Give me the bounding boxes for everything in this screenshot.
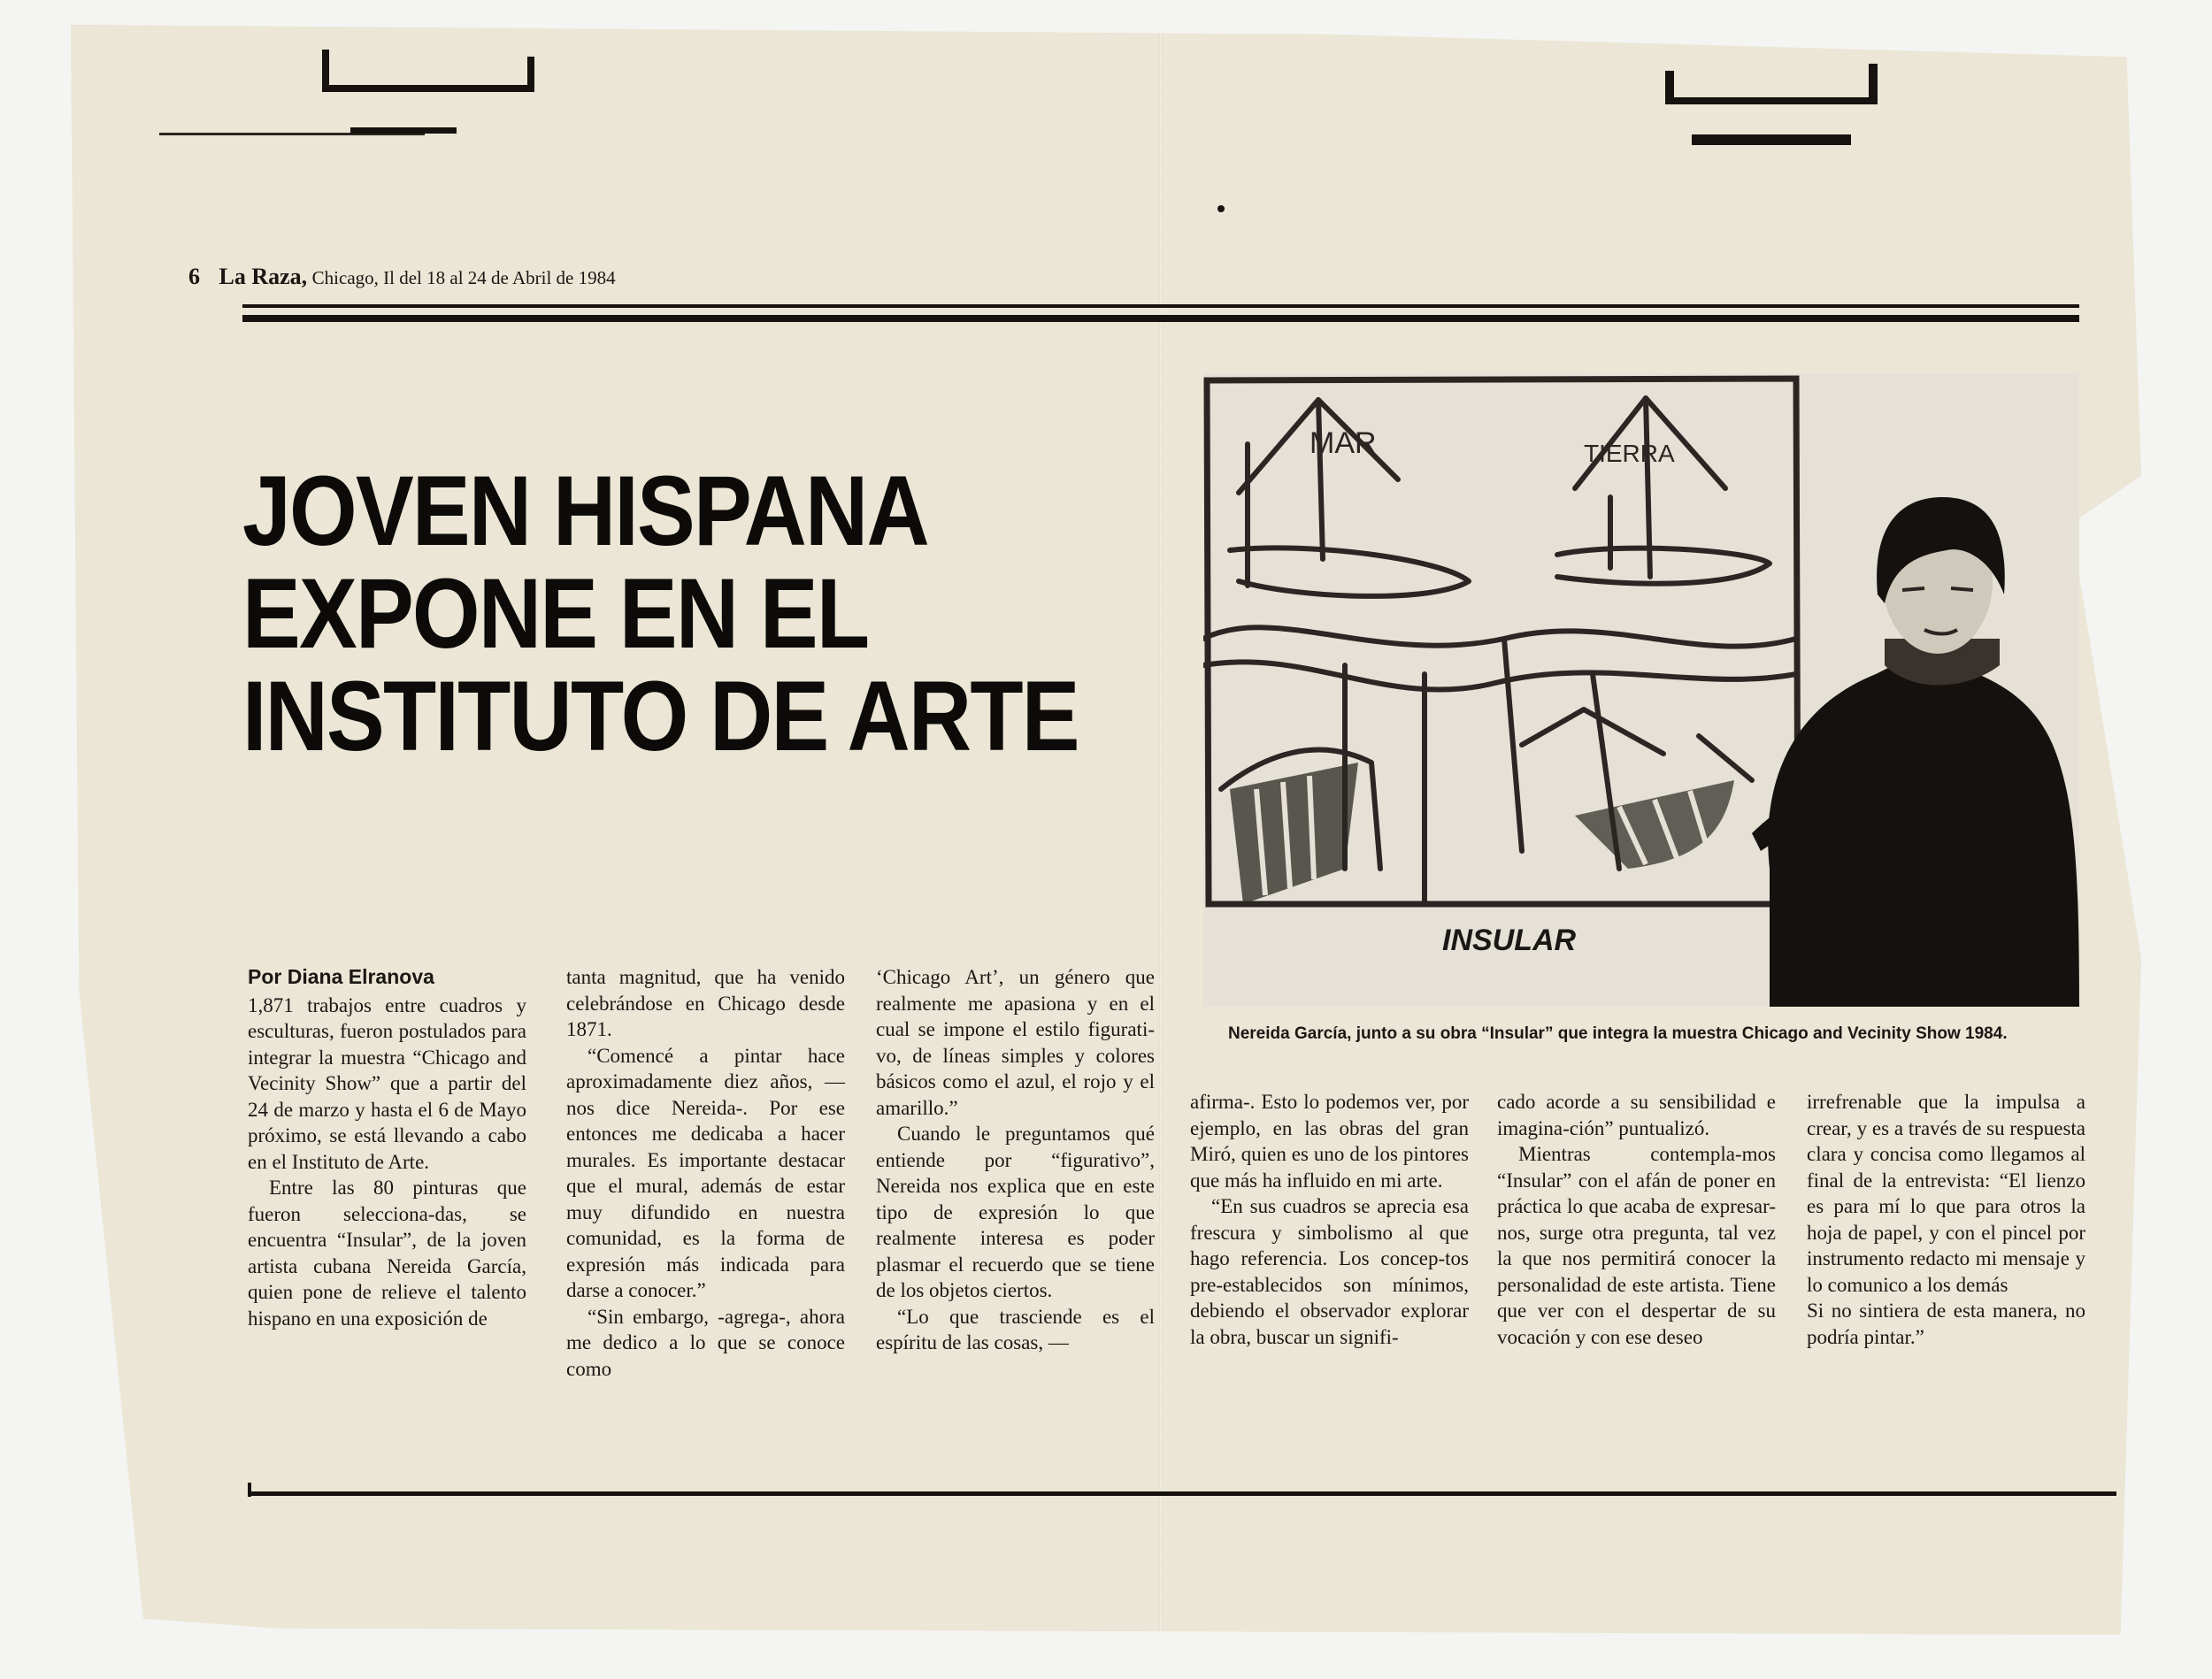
- dot-mark: [1217, 205, 1225, 212]
- headline-line-2: EXPONE EN EL: [242, 558, 869, 669]
- paragraph: “En sus cuadros se aprecia esa frescura y simbolismo al que hago referencia. Los concep-tos pre-establecidos son mínimos, debiendo el observador explorar la obra, buscar un signifi-: [1190, 1195, 1469, 1348]
- paragraph: Cuando le preguntamos qué entiende por “figurativo”, Nereida nos explica que en este tipo de expresión lo que realmente interesa es poder plasmar el recuerdo que se tiene de los objetos ciertos.: [876, 1123, 1155, 1301]
- newspaper-name: La Raza,: [219, 264, 308, 289]
- issue-date: Chicago, Il del 18 al 24 de Abril de 1984: [311, 267, 616, 288]
- registration-mark-left-side-a: [322, 50, 329, 92]
- registration-mark-left-top: [322, 85, 534, 92]
- byline: Por Diana Elranova: [248, 965, 434, 988]
- paragraph: “Comencé a pintar hace aproximadamente diez años, —nos dice Nereida-. Por ese entonces me dedicaba a hacer murales. Es importante destacar que el mural, además de estar muy difundido en nuestra comunidad, es la forma de expresión más indicada para darse a conocer.”: [566, 1044, 845, 1301]
- painting-word-mar: MAR: [1310, 426, 1377, 460]
- registration-mark-right-side-a: [1665, 71, 1674, 104]
- masthead-rule-top: [242, 304, 2079, 308]
- bottom-rule: [248, 1491, 2116, 1496]
- registration-mark-right-top: [1665, 97, 1878, 104]
- headline-line-1: JOVEN HISPANA: [242, 456, 928, 566]
- paragraph: afirma-. Esto lo podemos ver, por ejemplo, en las obras del gran Miró, quien es uno de los pintores que más ha influido en mi arte.: [1190, 1091, 1469, 1192]
- artist-photo: [1203, 373, 2079, 1007]
- paragraph: cado acorde a su sensibilidad e imagina-ción” puntualizó.: [1497, 1091, 1776, 1139]
- masthead-rule-bottom: [242, 315, 2079, 322]
- painting-title-insular: INSULAR: [1442, 924, 1577, 957]
- page-number: 6: [188, 264, 200, 289]
- article-column-1: [248, 964, 526, 1331]
- registration-bar-left: [350, 127, 457, 134]
- paragraph: “Sin embargo, -agrega-, ahora me dedico a lo que se conoce como: [566, 1305, 845, 1380]
- masthead: [188, 264, 616, 290]
- registration-mark-right-side-b: [1869, 64, 1878, 104]
- article-column-2: [566, 964, 845, 1382]
- registration-bar-right: [1692, 134, 1851, 145]
- center-fold: [1159, 25, 1162, 1635]
- photo-illustration: [1203, 373, 2079, 1007]
- article-column-6: [1807, 1089, 2085, 1350]
- bottom-rule-tick: [248, 1483, 251, 1497]
- paragraph: tanta magnitud, que ha venido celebrándose en Chicago desde 1871.: [566, 966, 845, 1040]
- headline-line-3: INSTITUTO DE ARTE: [242, 661, 1079, 771]
- registration-mark-left-side-b: [527, 57, 534, 92]
- photo-caption: Nereida García, junto a su obra “Insular” que integra la muestra Chicago and Vecinity Show 1984.: [1228, 1024, 2008, 1043]
- paragraph: 1,871 trabajos entre cuadros y esculturas, fueron postulados para integrar la muestra “Chicago and Vecinity Show” que a partir del 24 de marzo y hasta el 6 de Mayo próximo, se está llevando a cabo en el Instituto de Arte.: [248, 993, 526, 1173]
- painting-word-tierra: TIERRA: [1584, 440, 1675, 467]
- paragraph: irrefrenable que la impulsa a crear, y es a través de su respuesta clara y concisa como llegamos al final de la entrevista: “El lienzo es para mí lo que para otros la hoja de papel, y con el pincel por instrumento redacto mi mensaje y lo comunico a los demás: [1807, 1091, 2085, 1296]
- paragraph: Entre las 80 pinturas que fueron selecciona-das, se encuentra “Insular”, de la joven artista cubana Nereida García, quien pone de relieve el talento hispano en una exposición de: [248, 1177, 526, 1330]
- paragraph: “Lo que trasciende es el espíritu de las cosas, —: [876, 1305, 1155, 1353]
- article-column-3: [876, 964, 1155, 1356]
- paragraph: Si no sintiera de esta manera, no podría pintar.”: [1807, 1300, 2085, 1348]
- article-column-4: [1190, 1089, 1469, 1350]
- paragraph: ‘Chicago Art’, un género que realmente me apasiona y en el cual se impone el estilo figurati-vo, de líneas simples y colores básicos como el azul, el rojo y el amarillo.”: [876, 966, 1155, 1119]
- article-column-5: [1497, 1089, 1776, 1350]
- paragraph: Mientras contempla-mos “Insular” con el afán de poner en práctica lo que acaba de expresar-nos, surge otra pregunta, tal vez la que nos permitirá conocer la personalidad de este artista. Tiene que ver con el despertar de su vocación y con ese deseo: [1497, 1143, 1776, 1348]
